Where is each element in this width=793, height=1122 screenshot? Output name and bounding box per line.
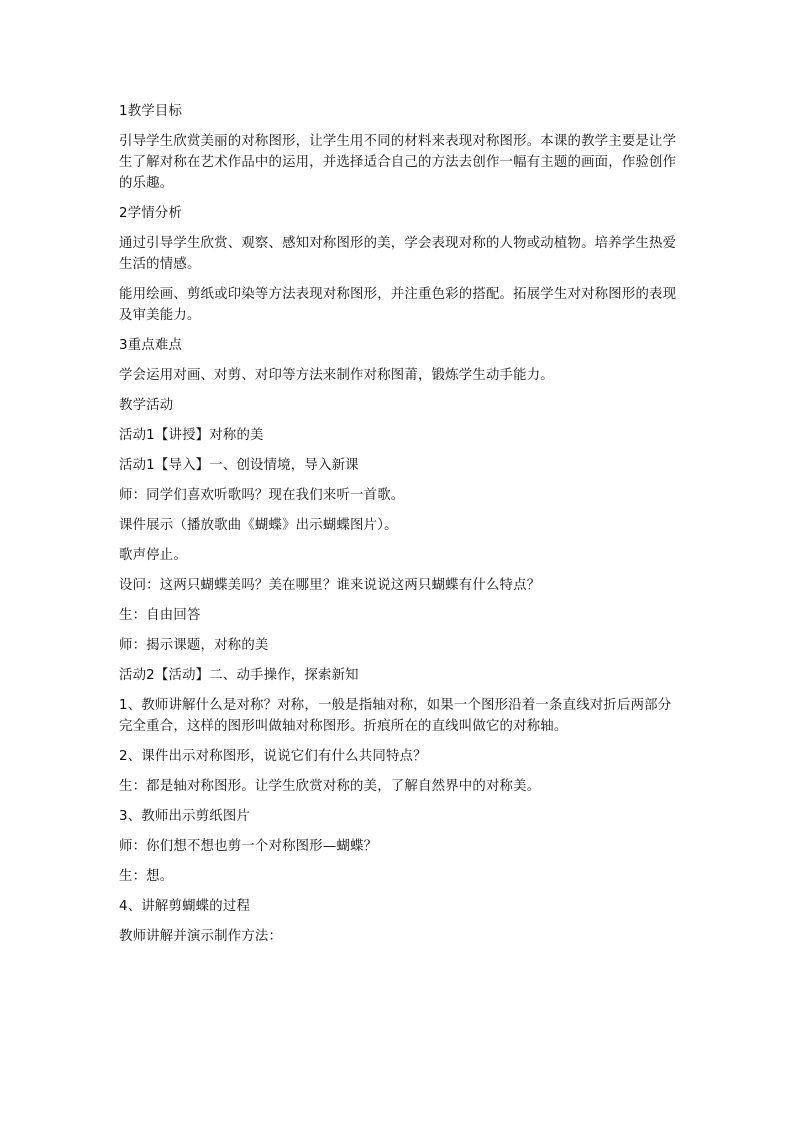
dialogue-line: 设问：这两只蝴蝶美吗？美在哪里？谁来说说这两只蝴蝶有什么特点？ (119, 578, 541, 593)
paragraph-objectives: 引导学生欣赏美丽的对称图形，让学生用不同的材料来表现对称图形。本课的教学主要是让学生了解对称在艺术作品中的运用，并选择适合自己的方法去创作一幅有主题的画面，作验创作的乐趣。 (119, 134, 677, 191)
step-4: 4、讲解剪蝴蝶的过程 (119, 899, 251, 914)
activity-1-lecture: 活动1【讲授】对称的美 (119, 428, 264, 443)
dialogue-line: 师：你们想不想也剪一个对称图形—蝴蝶？ (119, 839, 378, 854)
heading-analysis: 2学情分析 (119, 206, 183, 221)
paragraph-analysis-1: 通过引导学生欣赏、观察、感知对称图形的美，学会表现对称的人物或动植物。培养学生热爱生活的情感。 (119, 236, 677, 272)
heading-objectives: 1教学目标 (119, 104, 183, 119)
paragraph-key-points: 学会运用对画、对剪、对印等方法来制作对称图莆，锻炼学生动手能力。 (119, 368, 554, 383)
dialogue-line: 教师讲解并演示制作方法： (119, 929, 283, 944)
activity-1-intro: 活动1【导入】一、创设情境，导入新课 (119, 458, 359, 473)
step-3: 3、教师出示剪纸图片 (119, 809, 251, 824)
heading-key-points: 3重点难点 (119, 338, 183, 353)
dialogue-line: 师：同学们喜欢听歌吗？现在我们来听一首歌。 (119, 488, 405, 503)
dialogue-line: 生：想。 (119, 869, 174, 884)
dialogue-line: 歌声停止。 (119, 548, 187, 563)
step-2: 2、课件出示对称图形，说说它们有什么共同特点？ (119, 749, 427, 764)
paragraph-analysis-2: 能用绘画、剪纸或印染等方法表现对称图形，并注重色彩的搭配。拓展学生对对称图形的表现及审美能力。 (119, 287, 677, 323)
dialogue-line: 生：都是轴对称图形。让学生欣赏对称的美，了解自然界中的对称美。 (119, 779, 541, 794)
dialogue-line: 师：揭示课题，对称的美 (119, 638, 269, 653)
step-1: 1、教师讲解什么是对称？对称，一般是指轴对称，如果一个图形沿着一条直线对折后两部分完全重合，这样的图形叫做轴对称图形。折痕所在的直线叫做它的对称轴。 (119, 698, 672, 734)
dialogue-line: 生：自由回答 (119, 608, 201, 623)
heading-activities: 教学活动 (119, 398, 174, 413)
document-body (119, 101, 684, 956)
activity-2-heading: 活动2【活动】二、动手操作，探索新知 (119, 668, 359, 683)
dialogue-line: 课件展示（播放歌曲《蝴蝶》出示蝴蝶图片）。 (119, 518, 398, 533)
